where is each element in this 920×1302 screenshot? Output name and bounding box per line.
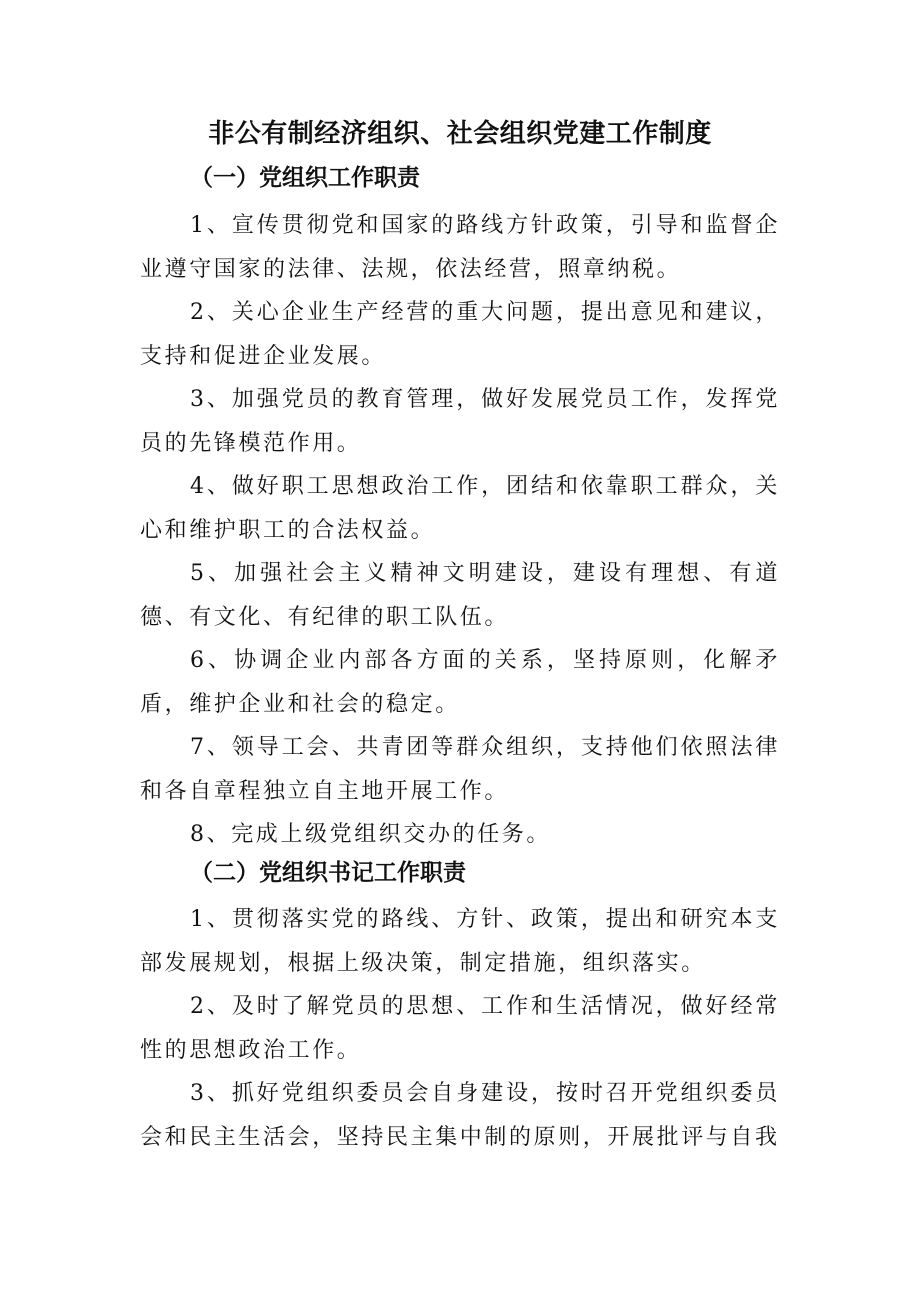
section-2-item-1: 1、贯彻落实党的路线、方针、政策，提出和研究本支部发展规划，根据上级决策，制定措施，组织落实。 [140, 907, 780, 976]
document-title: 非公有制经济组织、社会组织党建工作制度 [208, 119, 712, 149]
section-1-items [140, 204, 780, 857]
section-1-item-2: 2、关心企业生产经营的重大问题，提出意见和建议，支持和促进企业发展。 [140, 300, 780, 369]
section-1-item-1: 1、宣传贯彻党和国家的路线方针政策，引导和监督企业遵守国家的法律、法规，依法经营，照章纳税。 [140, 213, 780, 282]
section-1-item-8: 8、完成上级党组织交办的任务。 [190, 822, 551, 847]
section-1-item-7: 7、领导工会、共青团等群众组织，支持他们依照法律和各自章程独立自主地开展工作。 [140, 735, 780, 804]
section-2-items [140, 898, 780, 1159]
section-1-item-4: 4、做好职工思想政治工作，团结和依靠职工群众，关心和维护职工的合法权益。 [140, 474, 780, 543]
section-heading-2: （二）党组织书记工作职责 [190, 860, 466, 886]
section-1-item-6: 6、协调企业内部各方面的关系，坚持原则，化解矛盾，维护企业和社会的稳定。 [140, 648, 780, 717]
section-1-item-3: 3、加强党员的教育管理，做好发展党员工作，发挥党员的先锋模范作用。 [140, 387, 780, 456]
section-heading-1: （一）党组织工作职责 [190, 165, 420, 191]
section-2-item-2: 2、及时了解党员的思想、工作和生活情况，做好经常性的思想政治工作。 [140, 994, 780, 1063]
section-2-item-3: 3、抓好党组织委员会自身建设，按时召开党组织委员会和民主生活会，坚持民主集中制的原则，开展批评与自我 [140, 1081, 780, 1150]
section-1-item-5: 5、加强社会主义精神文明建设，建设有理想、有道德、有文化、有纪律的职工队伍。 [140, 561, 780, 630]
